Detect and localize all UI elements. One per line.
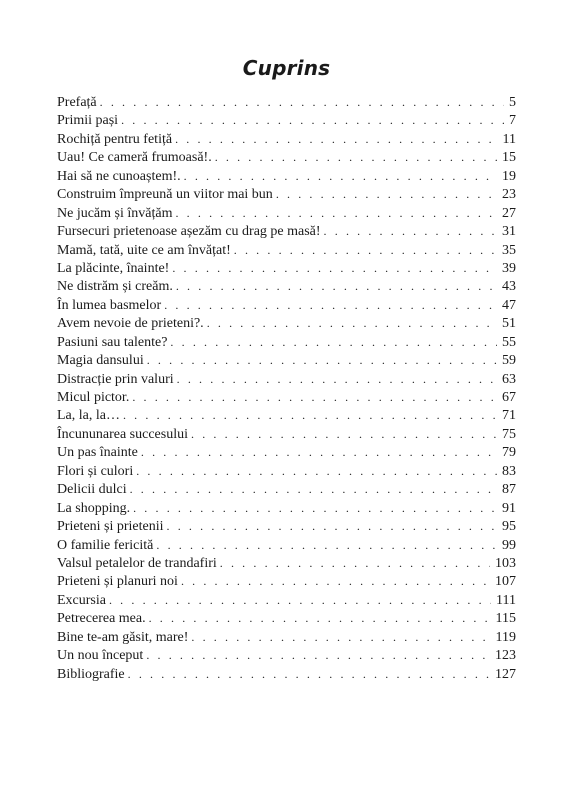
dot-leader bbox=[136, 462, 497, 480]
dot-leader bbox=[184, 167, 497, 185]
toc-entry bbox=[57, 370, 516, 388]
toc-entry bbox=[57, 296, 516, 314]
toc-entry-title: Prieteni și prietenii bbox=[57, 519, 164, 535]
dot-leader bbox=[170, 333, 497, 351]
toc-entry-title: Valsul petalelor de trandafiri bbox=[57, 555, 217, 571]
toc-entry-page-number: 39 bbox=[502, 260, 516, 276]
dot-leader bbox=[141, 443, 497, 461]
toc-entry bbox=[57, 333, 516, 351]
toc-entry-page-number: 75 bbox=[502, 426, 516, 442]
toc-entry-title: La shopping. bbox=[57, 500, 131, 516]
dot-leader bbox=[177, 370, 497, 388]
dot-leader bbox=[156, 536, 497, 554]
toc-entry-page-number: 7 bbox=[509, 113, 516, 129]
toc-entry bbox=[57, 277, 516, 295]
toc-entry bbox=[57, 222, 516, 240]
toc-entry-title: Hai să ne cunoaștem!. bbox=[57, 168, 181, 184]
toc-entry bbox=[57, 351, 516, 369]
toc-entry-title: Fursecuri prietenoase așezăm cu drag pe masă! bbox=[57, 224, 321, 240]
dot-leader bbox=[220, 554, 490, 572]
toc-entry-page-number: 127 bbox=[495, 666, 516, 682]
dot-leader bbox=[172, 259, 497, 277]
toc-entry-page-number: 15 bbox=[502, 150, 516, 166]
toc-entry-title: Ne distrăm și creăm. bbox=[57, 279, 173, 295]
toc-entry-title: O familie fericită bbox=[57, 537, 154, 553]
toc-entry bbox=[57, 499, 516, 517]
dot-leader bbox=[167, 517, 497, 535]
toc-entry-page-number: 115 bbox=[495, 611, 516, 627]
toc-entry-title: Petrecerea mea. bbox=[57, 611, 146, 627]
toc-entry-page-number: 87 bbox=[502, 482, 516, 498]
toc-entry bbox=[57, 609, 516, 627]
toc-entry bbox=[57, 591, 516, 609]
toc-entry bbox=[57, 536, 516, 554]
dot-leader bbox=[176, 277, 497, 295]
toc-entry-title: Mamă, tată, uite ce am învățat! bbox=[57, 242, 231, 258]
toc-entry-page-number: 55 bbox=[502, 334, 516, 350]
dot-leader bbox=[191, 628, 490, 646]
toc-entry bbox=[57, 517, 516, 535]
toc-entry bbox=[57, 554, 516, 572]
toc-entry-title: Micul pictor. bbox=[57, 390, 130, 405]
toc-entry-title: Primii pași bbox=[57, 113, 119, 129]
toc-entry-page-number: 91 bbox=[502, 500, 516, 516]
toc-entry-page-number: 27 bbox=[502, 205, 516, 221]
toc-entry-page-number: 59 bbox=[502, 353, 516, 369]
toc-entry bbox=[57, 148, 516, 166]
table-of-contents bbox=[57, 93, 516, 683]
toc-entry bbox=[57, 111, 516, 129]
toc-entry-page-number: 43 bbox=[502, 279, 516, 295]
toc-entry-title: Bine te-am găsit, mare! bbox=[57, 629, 189, 645]
toc-entry-page-number: 111 bbox=[496, 592, 516, 608]
dot-leader bbox=[181, 572, 490, 590]
toc-entry bbox=[57, 665, 516, 683]
toc-entry-title: Ne jucăm și învățăm bbox=[57, 205, 173, 221]
dot-leader bbox=[147, 351, 497, 369]
toc-entry-page-number: 63 bbox=[502, 371, 516, 387]
toc-entry-page-number: 31 bbox=[502, 224, 516, 240]
toc-entry bbox=[57, 406, 516, 424]
dot-leader bbox=[132, 388, 497, 406]
toc-entry-page-number: 71 bbox=[502, 408, 516, 424]
toc-entry-title: Construim împreună un viitor mai bun bbox=[57, 187, 273, 203]
dot-leader bbox=[100, 93, 504, 111]
toc-entry-page-number: 95 bbox=[502, 519, 516, 535]
toc-entry bbox=[57, 443, 516, 461]
dot-leader bbox=[130, 480, 497, 498]
toc-entry-title: Uau! Ce cameră frumoasă!. bbox=[57, 150, 212, 166]
toc-entry-page-number: 47 bbox=[502, 297, 516, 313]
toc-entry-title: Încununarea succesului bbox=[57, 426, 188, 442]
toc-entry bbox=[57, 425, 516, 443]
toc-entry bbox=[57, 93, 516, 111]
toc-entry bbox=[57, 314, 516, 332]
toc-entry bbox=[57, 130, 516, 148]
dot-leader bbox=[207, 314, 497, 332]
dot-leader bbox=[146, 646, 490, 664]
toc-entry bbox=[57, 167, 516, 185]
toc-entry-title: Avem nevoie de prieteni?. bbox=[57, 316, 204, 332]
dot-leader bbox=[109, 591, 491, 609]
toc-entry bbox=[57, 462, 516, 480]
dot-leader bbox=[175, 130, 497, 148]
toc-entry-page-number: 83 bbox=[502, 463, 516, 479]
toc-entry bbox=[57, 572, 516, 590]
toc-entry-title: Flori și culori bbox=[57, 463, 134, 479]
dot-leader bbox=[215, 148, 497, 166]
toc-entry bbox=[57, 185, 516, 203]
toc-entry-page-number: 99 bbox=[502, 537, 516, 553]
toc-entry-page-number: 23 bbox=[502, 187, 516, 203]
toc-entry-title: Pasiuni sau talente? bbox=[57, 334, 168, 350]
toc-entry-page-number: 67 bbox=[502, 390, 516, 405]
toc-entry-page-number: 51 bbox=[502, 316, 516, 332]
dot-leader bbox=[128, 665, 490, 683]
toc-entry-page-number: 123 bbox=[495, 648, 516, 664]
dot-leader bbox=[276, 185, 497, 203]
toc-entry-title: Distracție prin valuri bbox=[57, 371, 174, 387]
toc-entry-title: La plăcinte, înainte! bbox=[57, 260, 170, 276]
dot-leader bbox=[234, 241, 497, 259]
toc-entry-title: Prefață bbox=[57, 95, 97, 110]
dot-leader bbox=[133, 499, 497, 517]
toc-entry bbox=[57, 646, 516, 664]
toc-entry-page-number: 35 bbox=[502, 242, 516, 258]
toc-entry-page-number: 119 bbox=[495, 629, 516, 645]
toc-entry bbox=[57, 628, 516, 646]
toc-entry-title: În lumea basmelor bbox=[57, 297, 162, 313]
dot-leader bbox=[123, 406, 497, 424]
toc-entry-title: Rochiță pentru fetiță bbox=[57, 131, 173, 147]
toc-entry bbox=[57, 204, 516, 222]
toc-entry-title: Magia dansului bbox=[57, 353, 144, 369]
toc-entry-title: Delicii dulci bbox=[57, 482, 127, 498]
toc-entry bbox=[57, 388, 516, 406]
toc-entry-title: Bibliografie bbox=[57, 666, 125, 682]
toc-entry bbox=[57, 480, 516, 498]
toc-entry-page-number: 103 bbox=[495, 555, 516, 571]
toc-entry-page-number: 107 bbox=[495, 574, 516, 590]
toc-entry-page-number: 5 bbox=[509, 95, 516, 110]
toc-entry-page-number: 11 bbox=[502, 131, 516, 147]
dot-leader bbox=[149, 609, 491, 627]
toc-entry-title: Un nou început bbox=[57, 648, 144, 664]
toc-entry-title: La, la, la… bbox=[57, 408, 120, 424]
dot-leader bbox=[121, 111, 504, 129]
toc-entry-title: Excursia bbox=[57, 592, 106, 608]
toc-entry-title: Un pas înainte bbox=[57, 445, 138, 461]
toc-entry bbox=[57, 241, 516, 259]
toc-entry-title: Prieteni și planuri noi bbox=[57, 574, 178, 590]
toc-entry bbox=[57, 259, 516, 277]
page-title: Cuprins bbox=[242, 56, 331, 80]
dot-leader bbox=[175, 204, 497, 222]
dot-leader bbox=[164, 296, 497, 314]
dot-leader bbox=[191, 425, 497, 443]
toc-entry-page-number: 19 bbox=[502, 168, 516, 184]
dot-leader bbox=[324, 222, 497, 240]
toc-entry-page-number: 79 bbox=[502, 445, 516, 461]
